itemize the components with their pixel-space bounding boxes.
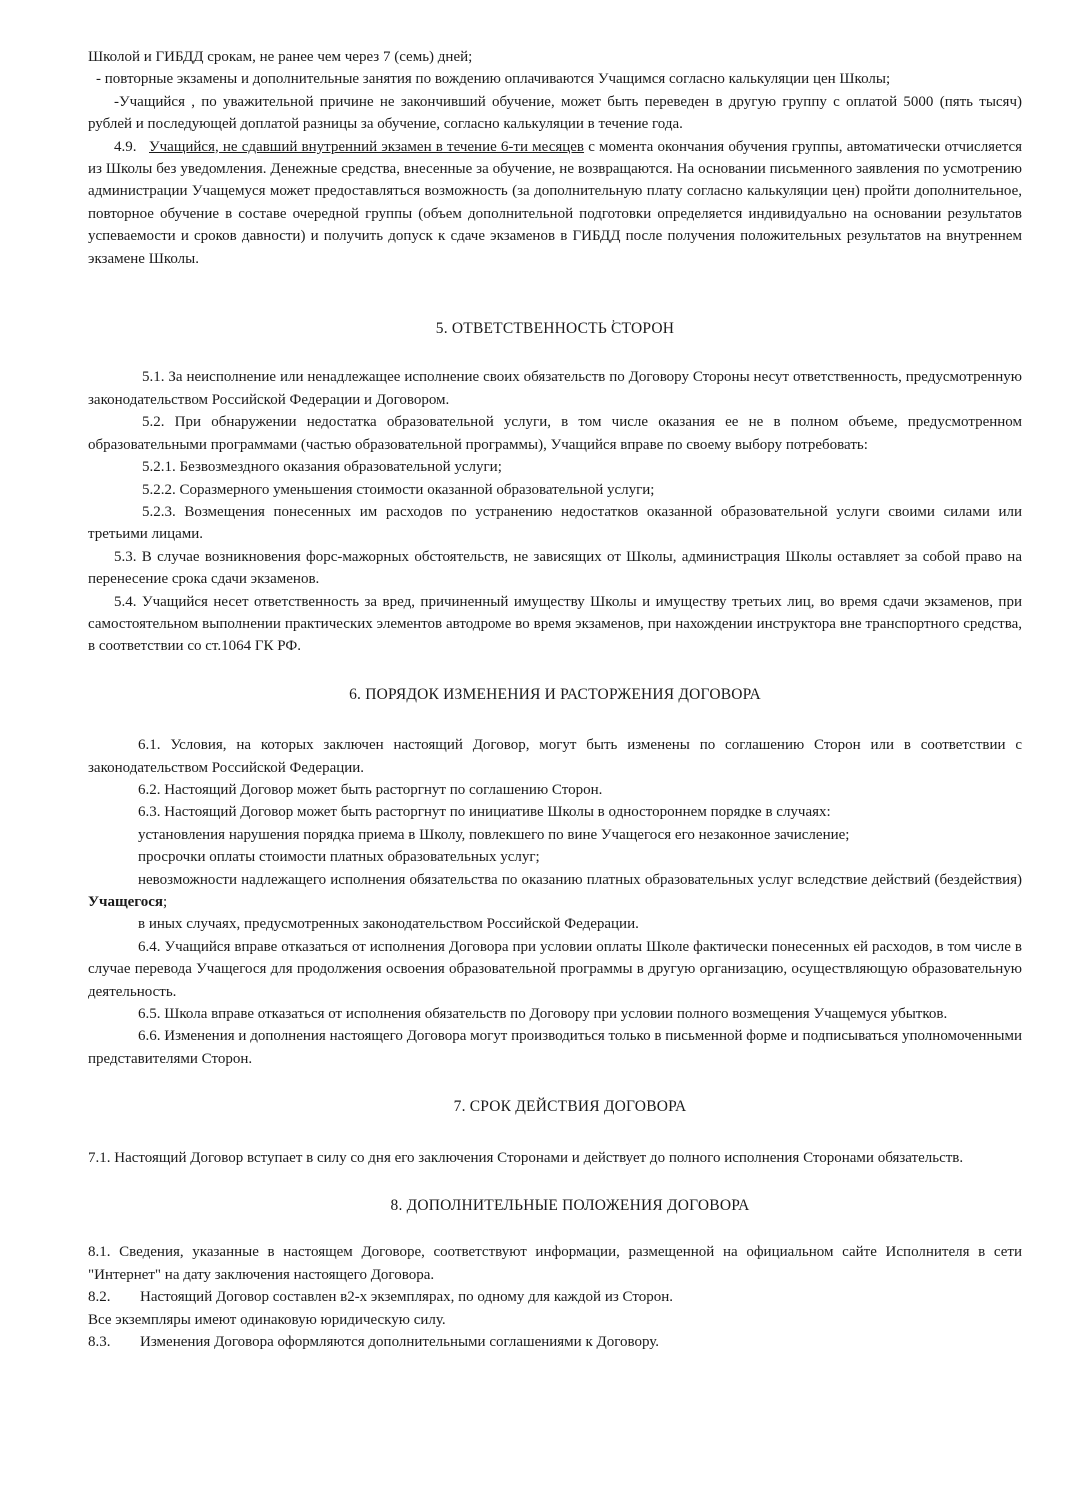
clause-8-3-number: 8.3. — [88, 1334, 111, 1351]
clause-6-6: 6.6. Изменения и дополнения настоящего Договора могут производиться только в письменной форме и подписываться уполномоченными представителями Сторон. — [88, 1028, 1022, 1067]
document-page — [88, 46, 1022, 1354]
clause-6-4: 6.4. Учащийся вправе отказаться от исполнения Договора при условии оплаты Школе фактически понесенных ей расходов, в том числе в случае перевода Учащегося для продолжения освоения образовательной программы в другую организацию, осуществляющую образовательную деятельность. — [88, 938, 1022, 1000]
intro-line: Школой и ГИБДД срокам, не ранее чем через 7 (семь) дней; — [88, 49, 473, 65]
section-7-title: 7. СРОК ДЕЙСТВИЯ ДОГОВОРА — [453, 1098, 687, 1116]
clause-8-2-continuation: Все экземпляры имеют одинаковую юридическую силу. — [88, 1311, 446, 1328]
case-admission-violation: установления нарушения порядка приема в Школу, повлекшего по вине Учащегося его незаконное зачисление; — [138, 826, 850, 843]
item-repeat-exams: - повторные экзамены и дополнительные занятия по вождению оплачиваются Учащимся согласно калькуляции цен Школы; — [96, 71, 891, 88]
case-other: в иных случаях, предусмотренных законодательством Российской Федерации. — [138, 916, 639, 933]
clause-5-2-1: 5.2.1. Безвозмездного оказания образовательной услуги; — [142, 459, 502, 476]
clause-4-9-underlined: Учащийся, не сдавший внутренний экзамен в течение 6-ти месяцев — [149, 138, 585, 155]
case-impossibility-end: ; — [163, 894, 168, 910]
clause-5-1: 5.1. За неисполнение или ненадлежащее исполнение своих обязательств по Договору Стороны несут ответственность, предусмотренную законодательством Российской Федерации и Договором. — [88, 369, 1022, 408]
clause-5-4: 5.4. Учащийся несет ответственность за вред, причиненный имуществу Школы и имуществу третьих лиц, во время сдачи экзаменов, при самостоятельном выполнении практических элементов автодроме во время экзаменов, при нахождении инструктора вне транспортного средства, в соответствии со ст.1064 ГК РФ. — [88, 593, 1022, 655]
clause-4-9-text: с момента окончания обучения группы, автоматически отчисляется из Школы без уведомления. Денежные средства, внесенные за обучение, не возвращаются. На основании письменного заявления по усмотрению администрации Учащемуся может предоставляться возможность (за дополнительную плату согласно калькуляции цен) пройти дополнительное, повторное обучение в составе очередной группы (объем дополнительной подготовки определяется индивидуально на основании результатов успеваемости и сроков давности) и получить допуск к сдаче экзаменов в ГИБДД после получения положительных результатов на внутреннем экзамене Школы. — [88, 138, 1023, 267]
case-impossibility — [88, 869, 1022, 914]
section-6-title: 6. ПОРЯДОК ИЗМЕНЕНИЯ И РАСТОРЖЕНИЯ ДОГОВОРА — [349, 685, 761, 703]
clause-5-2-3: 5.2.3. Возмещения понесенных им расходов по устранению недостатков оказанной образовательной услуги своими силами или третьими лицами. — [88, 503, 1022, 543]
clause-5-3: 5.3. В случае возникновения форс-мажорных обстоятельств, не зависящих от Школы, администрация Школы оставляет за собой право на перенесение срока сдачи экзаменов. — [88, 548, 1022, 588]
clause-4-9 — [88, 136, 1022, 270]
clause-8-2 — [88, 1286, 1022, 1308]
clause-6-1: 6.1. Условия, на которых заключен настоящий Договор, могут быть изменены по соглашению Сторон или в соответствии с законодательством Российской Федерации. — [88, 737, 1022, 776]
case-impossibility-text: невозможности надлежащего исполнения обязательства по оказанию платных образовательных услуг вследствие действий (бездействия) — [138, 871, 1022, 888]
clause-6-3: 6.3. Настоящий Договор может быть расторгнут по инициативе Школы в одностороннем порядке в случаях: — [138, 804, 831, 821]
clause-6-5: 6.5. Школа вправе отказаться от исполнения обязательств по Договору при условии полного возмещения Учащемуся убытков. — [138, 1006, 948, 1023]
clause-6-2: 6.2. Настоящий Договор может быть расторгнут по соглашению Сторон. — [138, 781, 603, 798]
section-8-title: 8. ДОПОЛНИТЕЛЬНЫЕ ПОЛОЖЕНИЯ ДОГОВОРА — [390, 1197, 750, 1215]
clause-8-1: 8.1. Сведения, указанные в настоящем Договоре, соответствуют информации, размещенной на официальном сайте Исполнителя в сети "Интернет" на дату заключения настоящего Договора. — [88, 1244, 1022, 1283]
clause-5-2-2: 5.2.2. Соразмерного уменьшения стоимости оказанной образовательной услуги; — [142, 481, 655, 498]
clause-8-3-text: Изменения Договора оформляются дополнительными соглашениями к Договору. — [140, 1334, 660, 1351]
item-transfer: -Учащийся , по уважительной причине не закончивший обучение, может быть переведен в другую группу с оплатой 5000 (пять тысяч) рублей и последующей доплатой разницы за обучение, согласно калькуляции в течение года. — [88, 93, 1022, 133]
clause-8-3 — [88, 1331, 1022, 1353]
clause-4-9-number: 4.9. — [114, 138, 137, 155]
section-5-title: 5. ОТВЕТСТВЕННОСТЬ СТОРОН — [435, 320, 675, 338]
case-late-payment: просрочки оплаты стоимости платных образовательных услуг; — [138, 849, 540, 866]
clause-5-2: 5.2. При обнаружении недостатка образовательной услуги, в том числе оказания ее не в полном объеме, предусмотренном образовательными программами (частью образовательной программы), Учащийся вправе по своему выбору потребовать: — [88, 414, 1022, 453]
case-impossibility-bold: Учащегося — [88, 894, 163, 910]
clause-7-1: 7.1. Настоящий Договор вступает в силу со дня его заключения Сторонами и действует до полного исполнения Сторонами обязательств. — [88, 1149, 964, 1166]
clause-8-2-text: Настоящий Договор составлен в2-х экземплярах, по одному для каждой из Сторон. — [140, 1289, 673, 1306]
clause-8-2-number: 8.2. — [88, 1289, 111, 1306]
stray-scan-mark: , — [612, 310, 615, 324]
